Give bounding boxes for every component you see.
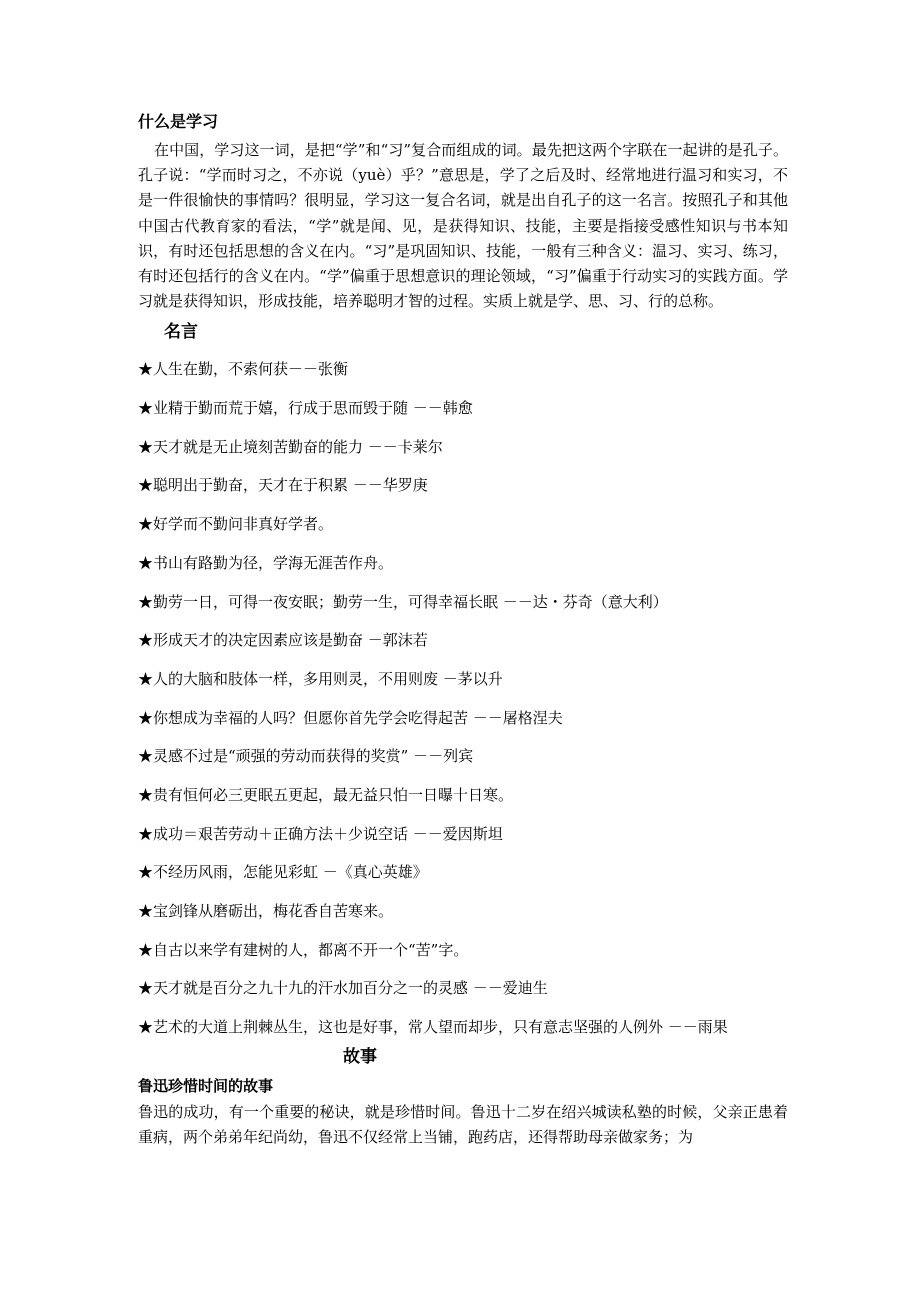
quote-text: 人的大脑和肢体一样，多用则灵，不用则废 －茅以升 (153, 669, 503, 688)
star-icon: ★ (138, 592, 154, 611)
quote-text: 好学而不勤问非真好学者。 (153, 515, 334, 534)
learning-paragraph: 在中国，学习这一词，是把“学”和“习”复合而组成的词。最先把这两个字联在一起讲的是孔子。孔子说：“学而时习之，不亦说（yuè）乎？”意思是，学了之后及时、经常地进行温习和实习，不是一件很愉快的事情吗？很明显，学习这一复合名词，就是出自孔子的这一名言。按照孔子和其他中国古代教育家的看法，“学”就是闻、见，是获得知识、技能，主要是指接受感性知识与书本知识，有时还包括思想的含义在内。“习”是巩固知识、技能，一般有三种含义：温习、实习、练习，有时还包括行的含义在内。“学”偏重于思想意识的理论领域，“习”偏重于行动实习的实践方面。学习就是获得知识，形成技能，培养聪明才智的过程。实质上就是学、思、习、行的总称。 (138, 141, 788, 311)
quote-item (138, 358, 788, 397)
star-icon: ★ (138, 553, 154, 572)
star-icon: ★ (138, 360, 154, 379)
quote-text: 自古以来学有建树的人，都离不开一个“苦”字。 (153, 940, 469, 959)
quote-text: 书山有路勤为径，学海无涯苦作舟。 (153, 553, 394, 572)
star-icon: ★ (138, 669, 154, 688)
story-paragraph: 鲁迅的成功，有一个重要的秘诀，就是珍惜时间。鲁迅十二岁在绍兴城读私塾的时候，父亲正患着重病，两个弟弟年纪尚幼，鲁迅不仅经常上当铺，跑药店，还得帮助母亲做家务；为 (138, 1102, 788, 1146)
quote-text: 成功＝艰苦劳动＋正确方法＋少说空话 －－爱因斯坦 (153, 824, 503, 843)
star-icon: ★ (138, 940, 154, 959)
star-icon: ★ (138, 515, 154, 534)
quote-item (138, 745, 788, 784)
quote-text: 聪明出于勤奋，天才在于积累 －－华罗庚 (153, 476, 428, 495)
quote-item (138, 707, 788, 746)
quote-text: 不经历风雨，怎能见彩虹 －《真心英雄》 (153, 863, 428, 882)
quote-item (138, 591, 788, 630)
quote-text: 艺术的大道上荆棘丛生，这也是好事，常人望而却步，只有意志坚强的人例外 －－雨果 (153, 1018, 728, 1037)
quote-item (138, 513, 788, 552)
star-icon: ★ (138, 476, 154, 495)
quote-item (138, 668, 788, 707)
quote-item (138, 900, 788, 939)
quote-text: 天才就是无止境刻苦勤奋的能力 －－卡莱尔 (153, 437, 443, 456)
quote-item (138, 629, 788, 668)
quote-text: 人生在勤，不索何获－－张衡 (153, 360, 349, 379)
quote-item (138, 977, 788, 1016)
document-page (138, 110, 788, 1150)
section-title-learning: 什么是学习 (138, 112, 219, 131)
star-icon: ★ (138, 747, 154, 766)
quote-item (138, 784, 788, 823)
story-title: 鲁迅珍惜时间的故事 (138, 1076, 274, 1095)
star-icon: ★ (138, 708, 154, 727)
star-icon: ★ (138, 785, 154, 804)
quote-item (138, 823, 788, 862)
quote-item (138, 552, 788, 591)
quote-item (138, 474, 788, 513)
quote-text: 宝剑锋从磨砺出，梅花香自苦寒来。 (153, 902, 394, 921)
quote-item (138, 861, 788, 900)
star-icon: ★ (138, 863, 154, 882)
star-icon: ★ (138, 979, 154, 998)
star-icon: ★ (138, 399, 154, 418)
quotes-heading: 名言 (164, 322, 198, 343)
quote-item (138, 436, 788, 475)
quote-text: 形成天才的决定因素应该是勤奋 －郭沫若 (153, 631, 428, 650)
quote-text: 你想成为幸福的人吗？但愿你首先学会吃得起苦 －－屠格涅夫 (153, 708, 563, 727)
quotes-list (138, 358, 788, 1054)
star-icon: ★ (138, 631, 154, 650)
star-icon: ★ (138, 824, 154, 843)
star-icon: ★ (138, 1018, 154, 1037)
stories-heading: 故事 (343, 1046, 377, 1067)
quote-text: 灵感不过是“顽强的劳动而获得的奖赏” －－列宾 (153, 747, 474, 766)
quote-text: 贵有恒何必三更眠五更起，最无益只怕一日曝十日寒。 (153, 785, 514, 804)
star-icon: ★ (138, 437, 154, 456)
quote-item (138, 397, 788, 436)
star-icon: ★ (138, 902, 154, 921)
quote-text: 业精于勤而荒于嬉，行成于思而毁于随 －－韩愈 (153, 399, 473, 418)
quote-text: 勤劳一日，可得一夜安眠；勤劳一生，可得幸福长眠 －－达・芬奇（意大利） (153, 592, 668, 611)
quote-item (138, 939, 788, 978)
quote-text: 天才就是百分之九十九的汗水加百分之一的灵感 －－爱迪生 (153, 979, 548, 998)
